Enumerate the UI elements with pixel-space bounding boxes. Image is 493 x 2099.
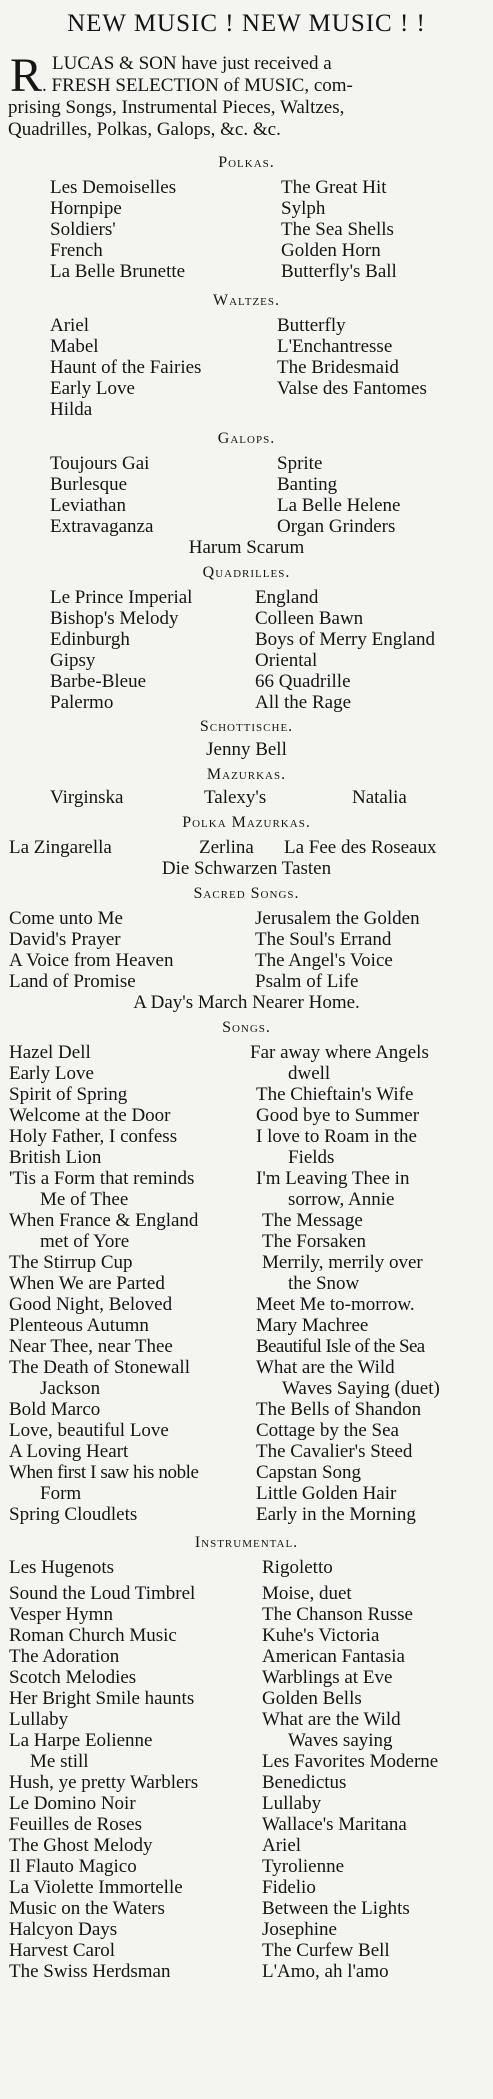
- list-item: La Harpe Eolienne: [9, 1730, 153, 1751]
- list-item: The Stirrup Cup: [9, 1252, 133, 1273]
- list-item: Valse des Fantomes: [277, 378, 427, 399]
- list-item: Me still: [30, 1751, 89, 1772]
- list-row: [0, 398, 493, 422]
- list-item: Hilda: [50, 399, 93, 420]
- list-item: The Soul's Errand: [255, 929, 392, 950]
- list-item: When first I saw his noble: [9, 1462, 199, 1483]
- list-item: I'm Leaving Thee in: [256, 1168, 410, 1189]
- drop-cap: R: [10, 49, 43, 102]
- list-row: [0, 1503, 493, 1527]
- list-row: [0, 786, 493, 810]
- list-item: Burlesque: [50, 474, 128, 495]
- list-item: Come unto Me: [9, 908, 123, 929]
- list-item: Holy Father, I confess: [9, 1126, 178, 1147]
- list-item: American Fantasia: [262, 1646, 405, 1667]
- list-item: Le Domino Noir: [9, 1793, 136, 1814]
- list-item: La Belle Brunette: [50, 261, 186, 282]
- list-item: Meet Me to-morrow.: [256, 1294, 415, 1315]
- list-item: The Great Hit: [281, 177, 387, 198]
- list-item: Rigoletto: [262, 1557, 333, 1578]
- list-item: Oriental: [255, 650, 318, 671]
- list-item: Spring Cloudlets: [9, 1504, 138, 1525]
- list-item: Sylph: [281, 198, 326, 219]
- list-item: Zerlina: [199, 837, 254, 858]
- list-item: The Bridesmaid: [277, 357, 399, 378]
- list-item: Hornpipe: [50, 198, 122, 219]
- list-item: I love to Roam in the: [256, 1126, 417, 1147]
- list-row: [0, 691, 493, 715]
- list-item: Scotch Melodies: [9, 1667, 137, 1688]
- list-item: A Loving Heart: [9, 1441, 129, 1462]
- list-item: Leviathan: [50, 495, 126, 516]
- list-item: A Voice from Heaven: [9, 950, 174, 971]
- list-item: Love, beautiful Love: [9, 1420, 169, 1441]
- list-item: Bold Marco: [9, 1399, 101, 1420]
- list-item: Ariel: [262, 1835, 302, 1856]
- list-item: Colleen Bawn: [255, 608, 364, 629]
- list-item: Les Favorites Moderne: [262, 1751, 439, 1772]
- list-item: Benedictus: [262, 1772, 347, 1793]
- list-item-centered: A Day's March Nearer Home.: [133, 992, 360, 1013]
- list-item: The Message: [262, 1210, 363, 1231]
- section-title-polkas: Polkas.: [218, 154, 275, 171]
- section-title-galops: Galops.: [217, 430, 276, 447]
- list-item: Mary Machree: [256, 1315, 369, 1336]
- list-item: Lullaby: [262, 1793, 322, 1814]
- list-item: The Cavalier's Steed: [256, 1441, 413, 1462]
- list-item: La Fee des Roseaux: [284, 837, 437, 858]
- list-item-centered: Jenny Bell: [206, 739, 287, 760]
- list-item: Tyrolienne: [262, 1856, 345, 1877]
- list-item: Kuhe's Victoria: [262, 1625, 380, 1646]
- section-title-polka-mazurkas: Polka Mazurkas.: [182, 814, 311, 831]
- list-item: Early Love: [50, 378, 135, 399]
- list-item: Vesper Hymn: [9, 1604, 113, 1625]
- list-item: Edinburgh: [50, 629, 130, 650]
- list-item: Plenteous Autumn: [9, 1315, 149, 1336]
- list-item: Roman Church Music: [9, 1625, 177, 1646]
- list-item: When France & England: [9, 1210, 199, 1231]
- list-item: 'Tis a Form that reminds: [9, 1168, 195, 1189]
- list-item: Banting: [277, 474, 338, 495]
- list-row: [0, 1556, 493, 1580]
- list-item: Good bye to Summer: [256, 1105, 420, 1126]
- list-item: British Lion: [9, 1147, 102, 1168]
- list-item: The Sea Shells: [281, 219, 394, 240]
- list-item: Boys of Merry England: [255, 629, 435, 650]
- section-title-quadrilles: Quadrilles.: [202, 564, 291, 581]
- list-item: French: [50, 240, 103, 261]
- list-item: Palermo: [50, 692, 114, 713]
- list-item: Virginska: [50, 787, 124, 808]
- list-item: Near Thee, near Thee: [9, 1336, 173, 1357]
- list-item: The Death of Stonewall: [9, 1357, 190, 1378]
- list-item: Far away where Angels: [250, 1042, 429, 1063]
- list-item: Les Demoiselles: [50, 177, 177, 198]
- section-title-instrumental: Instrumental.: [194, 1534, 299, 1551]
- list-item: The Swiss Herdsman: [9, 1961, 171, 1982]
- list-item: Barbe-Bleue: [50, 671, 147, 692]
- intro-line: Quadrilles, Polkas, Galops, &c. &c.: [8, 119, 281, 140]
- list-item: Good Night, Beloved: [9, 1294, 173, 1315]
- list-item: Little Golden Hair: [256, 1483, 397, 1504]
- section-title-waltzes: Waltzes.: [212, 292, 281, 309]
- list-item: Extravaganza: [50, 516, 154, 537]
- section-title-mazurkas: Mazurkas.: [206, 766, 287, 783]
- list-item: Hush, ye pretty Warblers: [9, 1772, 199, 1793]
- list-item: What are the Wild: [256, 1357, 395, 1378]
- intro-line: . FRESH SELECTION of MUSIC, com-: [42, 75, 353, 96]
- list-item: Golden Bells: [262, 1688, 362, 1709]
- list-item: Sprite: [277, 453, 323, 474]
- list-item: The Forsaken: [262, 1231, 366, 1252]
- list-item: Mabel: [50, 336, 99, 357]
- list-item: Merrily, merrily over: [262, 1252, 423, 1273]
- list-item: When We are Parted: [9, 1273, 165, 1294]
- list-item: Talexy's: [204, 787, 267, 808]
- section-title-schottische: Schottische.: [199, 718, 294, 735]
- list-item: dwell: [288, 1063, 331, 1084]
- section-title-sacred-songs: Sacred Songs.: [193, 885, 300, 902]
- list-item: All the Rage: [255, 692, 352, 713]
- list-item: Les Hugenots: [9, 1557, 115, 1578]
- list-item: Warblings at Eve: [262, 1667, 393, 1688]
- list-item: Butterfly: [277, 315, 346, 336]
- headline: NEW MUSIC ! NEW MUSIC ! !: [67, 10, 426, 37]
- list-item-centered: Harum Scarum: [188, 537, 305, 558]
- list-item: 66 Quadrille: [255, 671, 351, 692]
- list-item: Golden Horn: [281, 240, 381, 261]
- list-item: Me of Thee: [40, 1189, 129, 1210]
- list-item: Music on the Waters: [9, 1898, 165, 1919]
- list-item: L'Amo, ah l'amo: [262, 1961, 389, 1982]
- list-item: Early in the Morning: [256, 1504, 416, 1525]
- list-item: Ariel: [50, 315, 90, 336]
- intro-paragraph: [8, 49, 484, 144]
- list-item: Capstan Song: [256, 1462, 362, 1483]
- list-item: the Snow: [288, 1273, 360, 1294]
- list-item: Josephine: [262, 1919, 337, 1940]
- list-item: Beautiful Isle of the Sea: [256, 1336, 425, 1357]
- list-item: Form: [40, 1483, 82, 1504]
- list-item: The Curfew Bell: [262, 1940, 390, 1961]
- list-item: L'Enchantresse: [277, 336, 393, 357]
- list-item: Hazel Dell: [9, 1042, 91, 1063]
- list-item: Early Love: [9, 1063, 94, 1084]
- list-item: Natalia: [352, 787, 407, 808]
- list-item: The Chanson Russe: [262, 1604, 413, 1625]
- list-item: What are the Wild: [262, 1709, 401, 1730]
- list-item: Toujours Gai: [50, 453, 150, 474]
- list-item: Fields: [288, 1147, 335, 1168]
- list-item: Lullaby: [9, 1709, 69, 1730]
- list-item: Gipsy: [50, 650, 96, 671]
- list-item: David's Prayer: [9, 929, 121, 950]
- list-item: Feuilles de Roses: [9, 1814, 142, 1835]
- list-item: Organ Grinders: [277, 516, 396, 537]
- intro-line: prising Songs, Instrumental Pieces, Waltzes,: [8, 97, 345, 118]
- list-item: The Ghost Melody: [9, 1835, 153, 1856]
- list-item: Land of Promise: [9, 971, 136, 992]
- list-item: Sound the Loud Timbrel: [9, 1583, 196, 1604]
- list-item: Her Bright Smile haunts: [9, 1688, 195, 1709]
- list-item: Harvest Carol: [9, 1940, 116, 1961]
- list-row: [0, 1960, 493, 1984]
- list-item: La Violette Immortelle: [9, 1877, 183, 1898]
- list-item: Jackson: [40, 1378, 101, 1399]
- intro-line: LUCAS & SON have just received a: [52, 53, 332, 74]
- list-item: The Adoration: [9, 1646, 120, 1667]
- list-item: Soldiers': [50, 219, 116, 240]
- list-item-centered: Die Schwarzen Tasten: [161, 858, 332, 879]
- list-item: La Zingarella: [9, 837, 112, 858]
- list-item: Cottage by the Sea: [256, 1420, 399, 1441]
- list-item: Psalm of Life: [255, 971, 359, 992]
- list-item: The Angel's Voice: [255, 950, 393, 971]
- list-item: Halcyon Days: [9, 1919, 118, 1940]
- list-item: Wallace's Maritana: [262, 1814, 407, 1835]
- list-item: The Bells of Shandon: [256, 1399, 422, 1420]
- list-item: sorrow, Annie: [288, 1189, 395, 1210]
- list-item: England: [255, 587, 319, 608]
- list-item: Moise, duet: [262, 1583, 352, 1604]
- list-item: Spirit of Spring: [9, 1084, 128, 1105]
- list-item: Bishop's Melody: [50, 608, 179, 629]
- list-item: met of Yore: [40, 1231, 130, 1252]
- list-item: Jerusalem the Golden: [255, 908, 420, 929]
- list-item: Butterfly's Ball: [281, 261, 397, 282]
- list-item: Waves Saying (duet): [282, 1378, 440, 1399]
- list-item: Welcome at the Door: [9, 1105, 171, 1126]
- section-title-songs: Songs.: [222, 1019, 271, 1036]
- list-row: [0, 260, 493, 284]
- list-item: La Belle Helene: [277, 495, 401, 516]
- list-item: Waves saying: [288, 1730, 393, 1751]
- list-item: Fidelio: [262, 1877, 316, 1898]
- list-item: Il Flauto Magico: [9, 1856, 137, 1877]
- list-item: Haunt of the Fairies: [50, 357, 202, 378]
- list-item: Le Prince Imperial: [50, 587, 193, 608]
- list-item: The Chieftain's Wife: [256, 1084, 414, 1105]
- list-item: Between the Lights: [262, 1898, 410, 1919]
